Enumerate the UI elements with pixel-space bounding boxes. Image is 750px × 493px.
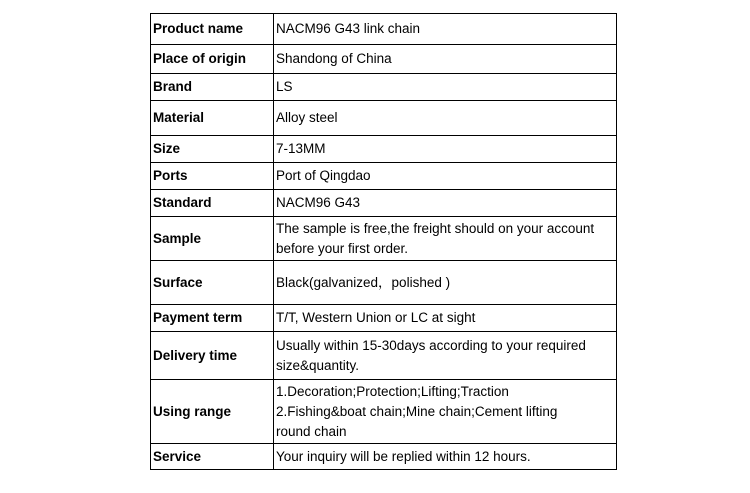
row-label-material: Material <box>151 101 274 136</box>
row-label-delivery-time: Delivery time <box>151 332 274 380</box>
value-line: size&quantity. <box>276 357 360 373</box>
row-label-sample: Sample <box>151 217 274 261</box>
row-label-ports: Ports <box>151 163 274 190</box>
table-row <box>151 444 617 470</box>
row-value-material <box>274 101 617 136</box>
row-value-size <box>274 136 617 163</box>
row-value-sample <box>274 217 617 261</box>
value-line: Port of Qingdao <box>276 168 371 183</box>
table-row <box>151 261 617 305</box>
value-line: before your first order. <box>276 240 409 256</box>
row-label-service: Service <box>151 444 274 470</box>
row-label-standard: Standard <box>151 190 274 217</box>
value-line: Alloy steel <box>276 110 338 125</box>
row-value-delivery-time <box>274 332 617 380</box>
value-line: 1.Decoration;Protection;Lifting;Traction <box>276 383 509 399</box>
row-value-ports <box>274 163 617 190</box>
value-line: 7-13MM <box>276 141 326 156</box>
table-row <box>151 190 617 217</box>
row-label-place-of-origin: Place of origin <box>151 45 274 74</box>
value-line: The sample is free,the freight should on your account <box>276 220 595 236</box>
value-line: Usually within 15-30days according to your required <box>276 337 586 353</box>
table-row <box>151 332 617 380</box>
row-value-standard <box>274 190 617 217</box>
row-value-place-of-origin <box>274 45 617 74</box>
value-line: Black(galvanized，polished ) <box>276 274 451 290</box>
row-value-brand <box>274 74 617 101</box>
row-value-using-range <box>274 380 617 444</box>
row-value-surface <box>274 261 617 305</box>
row-label-product-name: Product name <box>151 14 274 45</box>
value-line: NACM96 G43 <box>276 195 361 210</box>
value-line: Shandong of China <box>276 51 392 66</box>
value-line: round chain <box>276 423 347 439</box>
value-line: T/T, Western Union or LC at sight <box>276 310 476 325</box>
value-line: LS <box>276 79 293 94</box>
row-value-payment-term <box>274 305 617 332</box>
table-row <box>151 305 617 332</box>
value-line: 2.Fishing&boat chain;Mine chain;Cement lifting <box>276 403 558 419</box>
row-label-using-range: Using range <box>151 380 274 444</box>
table-row <box>151 74 617 101</box>
table-row <box>151 380 617 444</box>
product-spec-table <box>150 13 617 470</box>
table-row <box>151 14 617 45</box>
row-label-payment-term: Payment term <box>151 305 274 332</box>
value-line: Your inquiry will be replied within 12 hours. <box>276 448 531 464</box>
row-label-surface: Surface <box>151 261 274 305</box>
value-line: NACM96 G43 link chain <box>276 21 421 36</box>
table-row <box>151 136 617 163</box>
row-value-service <box>274 444 617 470</box>
row-label-size: Size <box>151 136 274 163</box>
table-row <box>151 163 617 190</box>
table-row <box>151 45 617 74</box>
row-value-product-name <box>274 14 617 45</box>
table-row <box>151 217 617 261</box>
row-label-brand: Brand <box>151 74 274 101</box>
table-row <box>151 101 617 136</box>
